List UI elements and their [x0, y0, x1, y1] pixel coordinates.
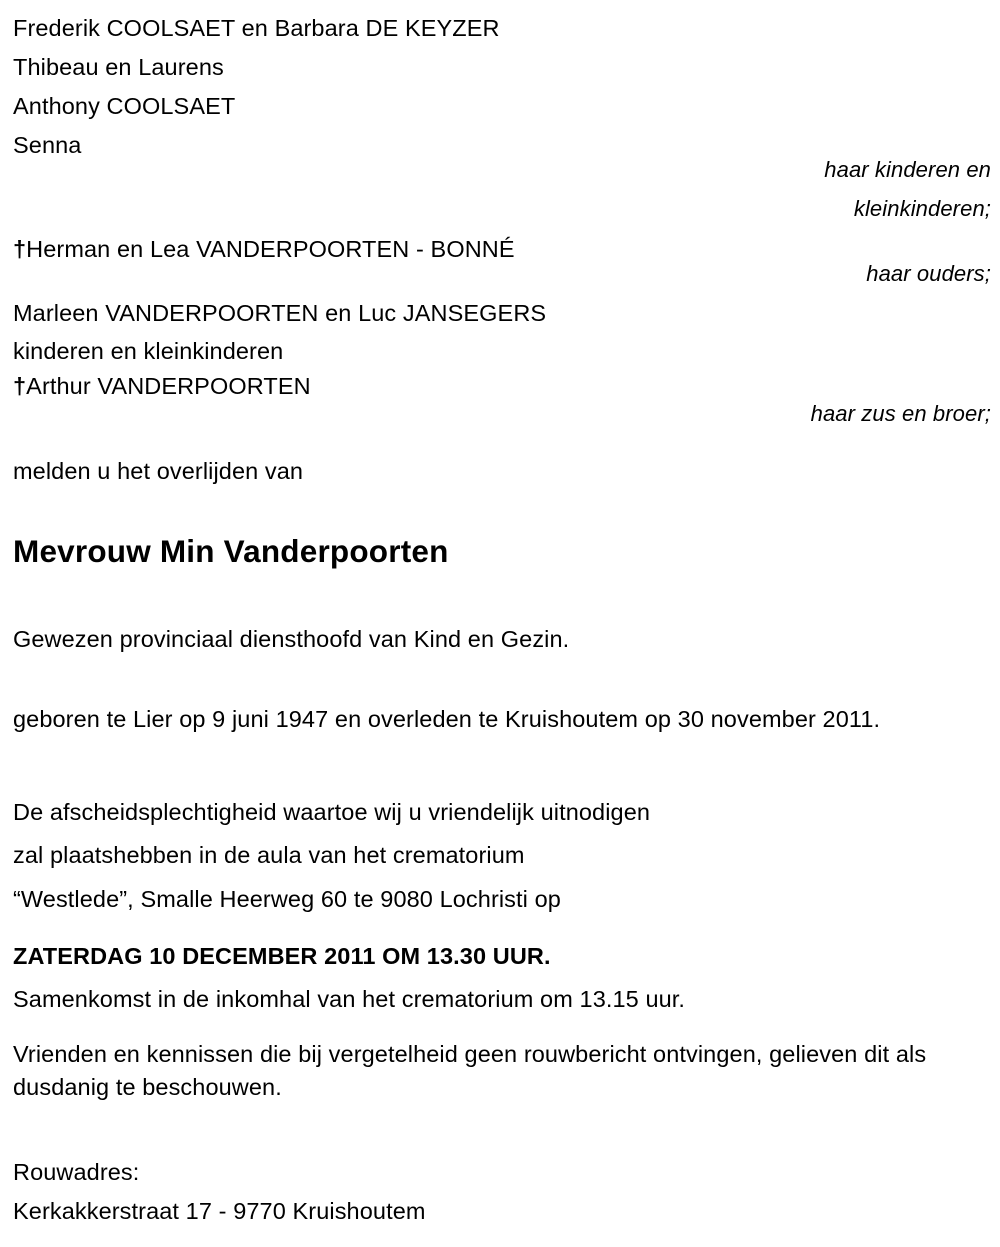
relation-note-sister-brother: haar zus en broer;	[810, 401, 991, 426]
relation-note-children: haar kinderen en	[824, 157, 991, 182]
mourning-address-label: Rouwadres:	[13, 1159, 140, 1185]
family-line-marleen-vanderpoorten: Marleen VANDERPOORTEN en Luc JANSEGERS	[13, 300, 547, 326]
ceremony-line-invitation: De afscheidsplechtigheid waartoe wij u vriendelijk uitnodigen	[13, 799, 651, 825]
family-line-arthur-text: Arthur VANDERPOORTEN	[26, 373, 311, 399]
family-line-senna: Senna	[13, 132, 82, 158]
ceremony-line-address: “Westlede”, Smalle Heerweg 60 te 9080 Lochristi op	[13, 886, 561, 912]
family-line-parents-text: Herman en Lea VANDERPOORTEN - BONNÉ	[26, 236, 515, 262]
family-line-frederik-coolsaet: Frederik COOLSAET en Barbara DE KEYZER	[13, 15, 500, 41]
ceremony-line-location-aula: zal plaatshebben in de aula van het crematorium	[13, 842, 525, 868]
deceased-occupation: Gewezen provinciaal diensthoofd van Kind en Gezin.	[13, 626, 570, 652]
ceremony-gathering-time: Samenkomst in de inkomhal van het crematorium om 13.15 uur.	[13, 986, 686, 1012]
relation-note-grandchildren: kleinkinderen;	[853, 196, 991, 221]
notice-to-friends: Vrienden en kennissen die bij vergetelheid geen rouwbericht ontvingen, gelieven dit als dusdanig te beschouwen.	[13, 1041, 927, 1100]
announcement-intro: melden u het overlijden van	[13, 458, 304, 484]
family-line-children-grandchildren: kinderen en kleinkinderen	[13, 338, 284, 364]
family-line-arthur-vanderpoorten	[13, 371, 991, 401]
dagger-icon-parents: †	[13, 236, 27, 262]
page-title-deceased-name: Mevrouw Min Vanderpoorten	[13, 533, 449, 569]
dagger-icon-arthur: †	[13, 373, 27, 399]
family-line-thibeau-laurens: Thibeau en Laurens	[13, 54, 224, 80]
mourning-address-value: Kerkakkerstraat 17 - 9770 Kruishoutem	[13, 1198, 426, 1224]
family-line-anthony-coolsaet: Anthony COOLSAET	[13, 93, 236, 119]
relation-note-parents: haar ouders;	[866, 261, 991, 286]
ceremony-date-time: ZATERDAG 10 DECEMBER 2011 OM 13.30 UUR.	[13, 943, 551, 969]
birth-and-death-details: geboren te Lier op 9 juni 1947 en overleden te Kruishoutem op 30 november 2011.	[13, 706, 881, 732]
